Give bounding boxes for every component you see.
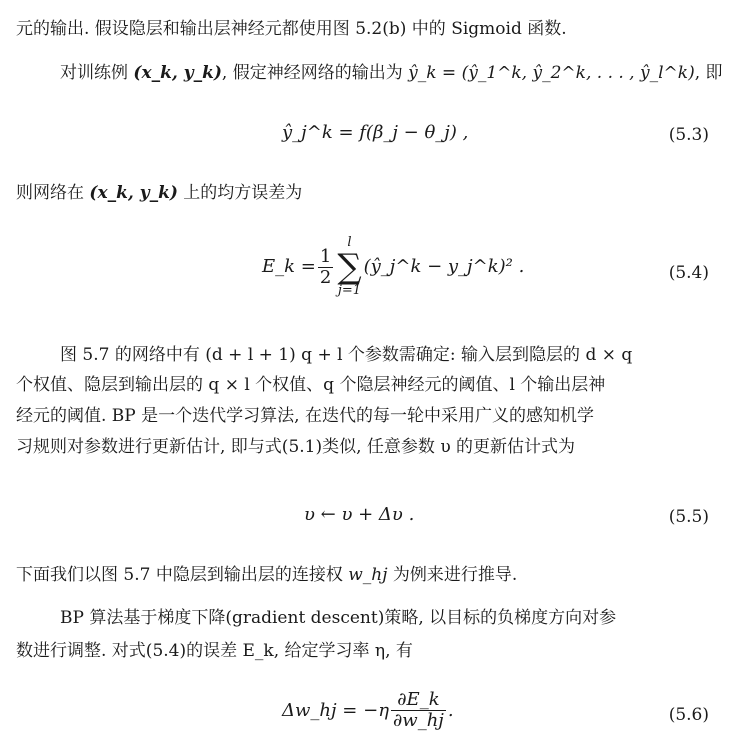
equation-number: (5.6): [668, 705, 709, 725]
text-line: [60, 607, 616, 631]
paragraph-text: , 假定神经网络的输出为: [221, 63, 409, 83]
equation-number: (5.4): [668, 263, 709, 283]
math-inline: (x_k, y_k): [133, 63, 222, 83]
equation-tail: .: [447, 699, 454, 721]
sum-lower: j=1: [337, 283, 362, 298]
text-line: [16, 640, 413, 664]
sum-upper: l: [347, 235, 352, 250]
text-line: [16, 374, 605, 398]
paragraph-text: 图 5.7 的网络中有 (d + l + 1) q + l 个参数需确定: 输入层到隐层的 d × q: [60, 345, 633, 365]
equation-number: (5.5): [668, 507, 709, 527]
text-line: [16, 405, 594, 429]
equation-5-6: [282, 690, 454, 731]
paragraph-text: 上的均方误差为: [177, 183, 303, 203]
paragraph-text: 下面我们以图 5.7 中隐层到输出层的连接权: [16, 565, 349, 585]
math-inline: w_hj: [348, 565, 388, 585]
equation-5-3: [282, 122, 468, 144]
text-line: [16, 182, 302, 206]
paragraph-text: BP 算法基于梯度下降(gradient descent)策略, 以目标的负梯度方向对参: [60, 608, 617, 628]
text-line: [16, 564, 517, 588]
text-line: [60, 344, 632, 368]
paragraph-text: 习规则对参数进行更新估计, 即与式(5.1)类似, 任意参数 υ 的更新估计式为: [16, 437, 576, 457]
fraction-denominator: ∂w_hj: [392, 710, 444, 731]
paragraph-text: 则网络在: [16, 183, 90, 203]
equation-body: ŷ_j^k = f(β_j − θ_j) ,: [282, 122, 469, 143]
fraction-numerator: 1: [319, 245, 332, 267]
paragraph-text: 为例来进行推导.: [387, 565, 518, 585]
equation-5-5: [304, 504, 414, 526]
text-line: [16, 436, 575, 460]
paragraph-text: 个权值、隐层到输出层的 q × l 个权值、q 个隐层神经元的阈值、l 个输出层神: [16, 375, 606, 395]
sum-symbol: ∑: [337, 247, 362, 287]
paragraph-text: 数进行调整. 对式(5.4)的误差 E_k, 给定学习率 η, 有: [16, 641, 413, 661]
math-inline: ŷ_k = (ŷ_1^k, ŷ_2^k, . . . , ŷ_l^k): [408, 63, 695, 83]
text-line: [16, 18, 567, 42]
fraction: [318, 247, 333, 288]
equation-rhs: (ŷ_j^k − y_j^k)² .: [363, 256, 525, 277]
paragraph-text: 对训练例: [60, 63, 134, 83]
equation-number: (5.3): [668, 125, 709, 145]
paragraph-text: 元的输出. 假设隐层和输出层神经元都使用图 5.2(b) 中的 Sigmoid 函数.: [16, 19, 567, 39]
equation-5-4: [262, 236, 524, 298]
paragraph-text: , 即: [694, 63, 723, 83]
fraction-numerator: ∂E_k: [391, 690, 446, 711]
fraction: [391, 690, 446, 731]
paragraph-text: 经元的阈值. BP 是一个迭代学习算法, 在迭代的每一轮中采用广义的感知机学: [16, 406, 594, 426]
equation-body: υ ← υ + Δυ .: [304, 504, 415, 525]
math-inline: (x_k, y_k): [89, 183, 178, 203]
text-line: [60, 62, 723, 86]
fraction-denominator: 2: [319, 266, 332, 288]
summation: [337, 236, 361, 298]
equation-lhs: E_k =: [262, 256, 316, 277]
equation-lhs: Δw_hj = −η: [282, 699, 389, 721]
